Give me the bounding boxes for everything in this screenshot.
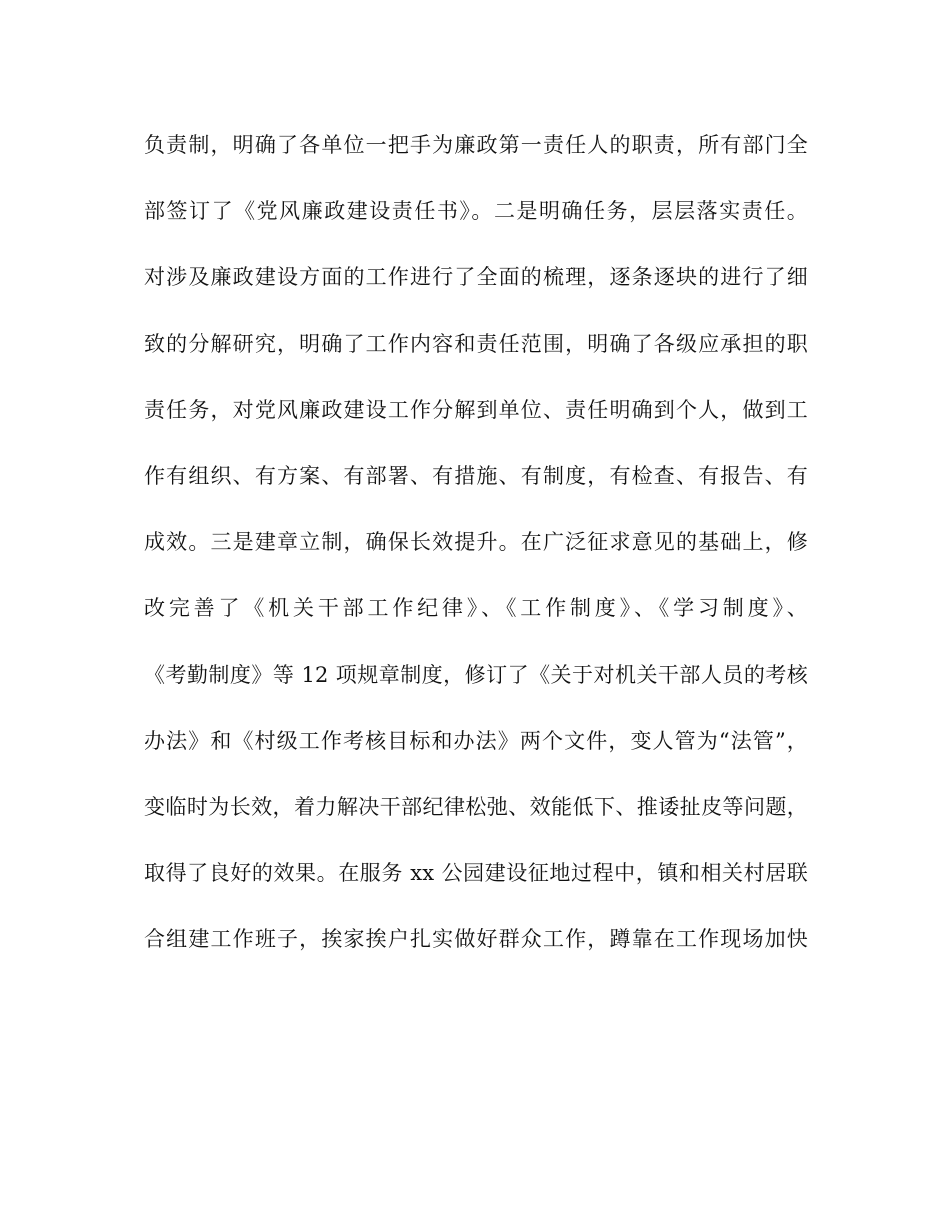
- text-line: 变临时为长效，着力解决干部纪律松弛、效能低下、推诿扯皮等问题，: [144, 794, 808, 819]
- text-line: 办法》和《村级工作考核目标和办法》两个文件，变人管为“法管”，: [144, 728, 808, 753]
- text-line: 对涉及廉政建设方面的工作进行了全面的梳理，逐条逐块的进行了细: [144, 265, 808, 290]
- text-line: 致的分解研究，明确了工作内容和责任范围，明确了各级应承担的职: [144, 331, 808, 356]
- text-line: 取得了良好的效果。在服务 xx 公园建设征地过程中，镇和相关村居联: [144, 861, 808, 886]
- text-line: 部签订了《党风廉政建设责任书》。二是明确任务，层层落实责任。: [144, 199, 808, 224]
- text-line: 改完善了《机关干部工作纪律》、《工作制度》、《学习制度》、: [144, 596, 808, 621]
- text-line: 负责制，明确了各单位一把手为廉政第一责任人的职责，所有部门全: [144, 133, 808, 157]
- text-line: 成效。三是建章立制，确保长效提升。在广泛征求意见的基础上，修: [144, 530, 808, 555]
- text-line: 合组建工作班子，挨家挨户扎实做好群众工作，蹲靠在工作现场加快: [144, 927, 808, 952]
- text-line: 责任务，对党风廉政建设工作分解到单位、责任明确到个人，做到工: [144, 397, 808, 422]
- text-line: 作有组织、有方案、有部署、有措施、有制度，有检查、有报告、有: [144, 463, 808, 488]
- body-paragraph: [144, 124, 808, 984]
- text-line: 《考勤制度》等 12 项规章制度，修订了《关于对机关干部人员的考核: [144, 662, 808, 687]
